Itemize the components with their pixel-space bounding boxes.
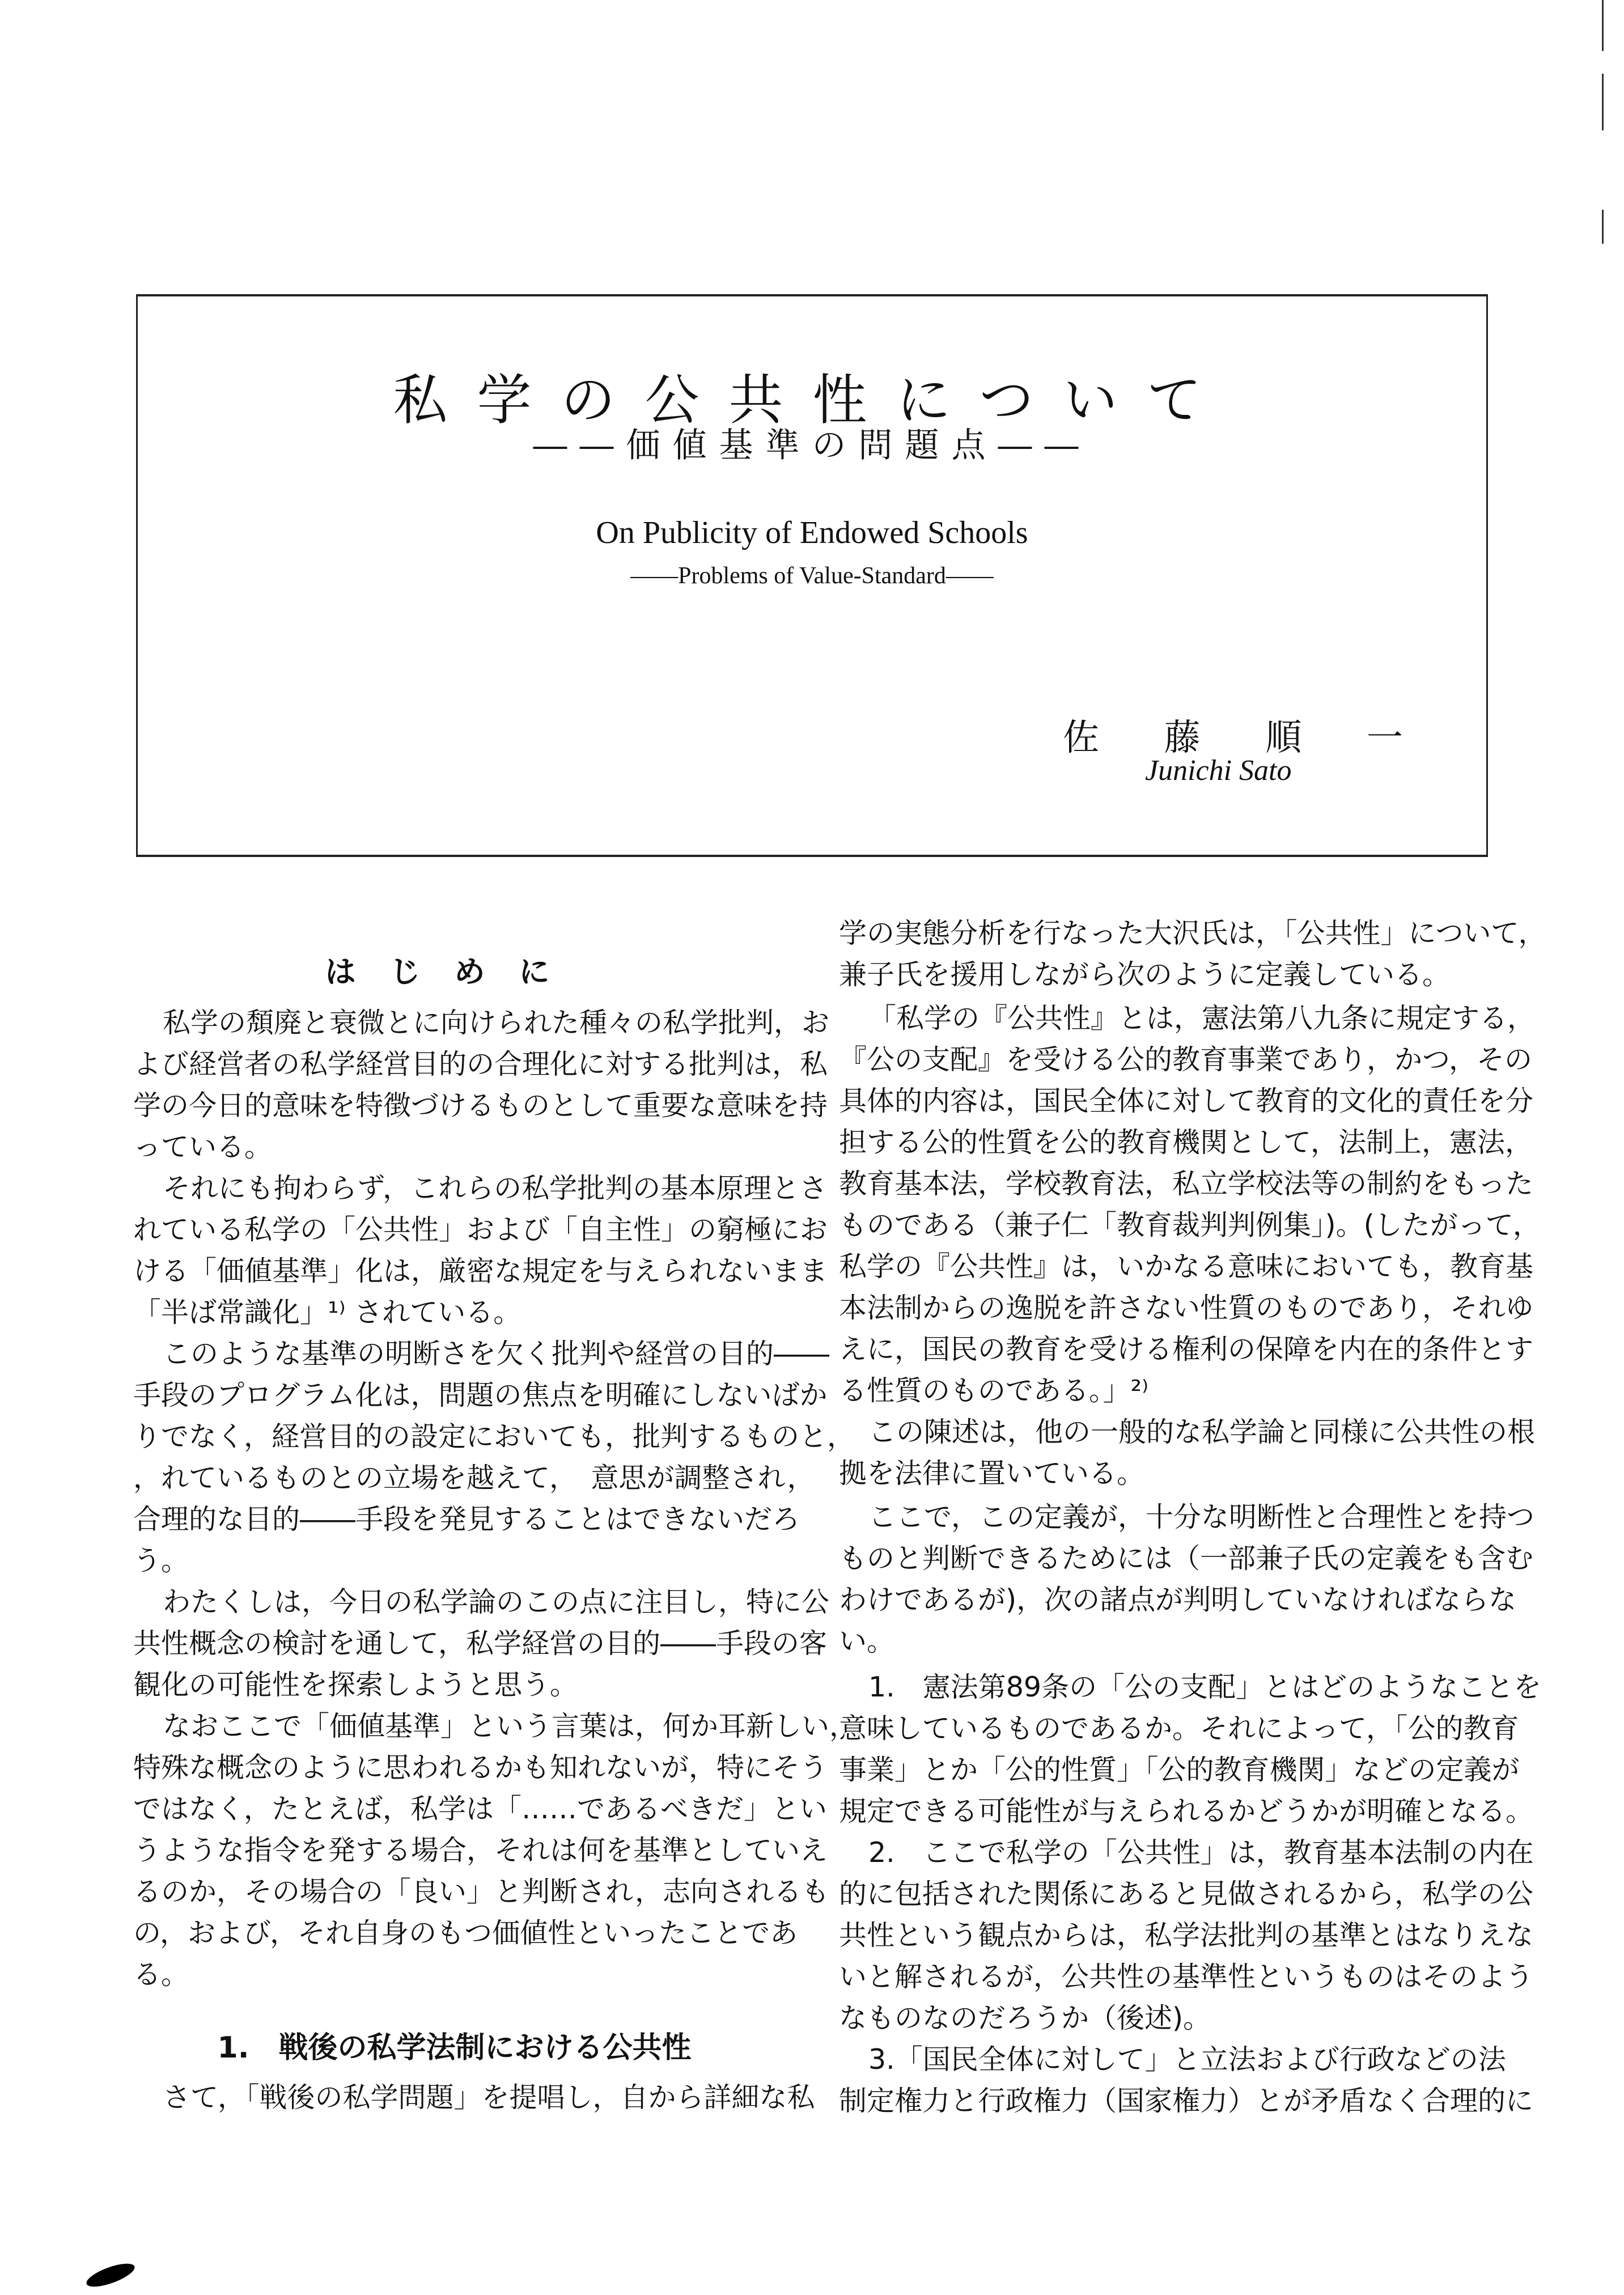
text-line: ではなく，たとえば，私学は「……であるべきだ」とい [133,1793,828,1825]
text-line: 特殊な概念のように思われるかも知れないが，特にそう [133,1751,828,1784]
text-line: なおここで「価値基準」という言葉は，何か耳新しい， [163,1710,858,1742]
text-line: 拠を法律に置いている。 [839,1457,1145,1490]
text-line: 観化の可能性を探索しようと思う。 [133,1669,578,1701]
text-line: ，れているものとの立場を越えて， 意思が調整され， [133,1462,815,1494]
text-line: 的に包括された関係にあると見做されるから，私学の公 [839,1878,1534,1910]
section-1-heading: 1. 戦後の私学法制における公共性 [217,2031,692,2065]
text-line: ものと判断できるためには（一部兼子氏の定義をも含む [839,1542,1534,1575]
text-line: 兼子氏を援用しながら次のように定義している。 [839,958,1451,991]
text-line: 事業」とか「公的性質」「公的教育機関」などの定義が [839,1754,1520,1786]
scan-smudge [84,2259,137,2291]
author-name-en: Junichi Sato [1145,754,1292,787]
text-line: の，および，それ自身のもつ価値性といったことであ [133,1917,798,1949]
text-line: る。 [133,1958,189,1991]
scan-margin-line [1602,210,1604,244]
paper-subtitle-en: ――Problems of Value-Standard―― [630,563,994,589]
text-line: よび経営者の私学経営目的の合理化に対する批判は，私 [133,1048,828,1080]
text-line: 共性概念の検討を通して，私学経営の目的――手段の客 [133,1627,828,1660]
text-line: 1. 憲法第89条の「公の支配」とはどのようなことを [868,1671,1542,1703]
paper-subtitle-ja: ――価値基準の問題点―― [533,426,1091,465]
text-line: 私学の『公共性』は，いかなる意味においても，教育基 [839,1250,1534,1283]
text-line: 合理的な目的――手段を発見することはできないだろ [133,1503,800,1535]
header-bottom-rule [136,855,1488,857]
text-line: 意味しているものであるか。それによって，「公的教育 [839,1712,1519,1745]
text-line: 手段のプログラム化は，問題の焦点を明確にしないばか [133,1379,828,1411]
text-line: なものなのだろうか（後述)。 [839,2002,1211,2034]
text-line: 2. ここで私学の「公共性」は，教育基本法制の内在 [868,1836,1534,1869]
text-line: わけであるが)，次の諸点が判明していなければならな [839,1584,1517,1616]
header-top-rule [136,294,1488,296]
text-line: 共性という観点からは，私学法批判の基準とはなりえな [839,1919,1534,1952]
text-line: れている私学の「公共性」および「自主性」の窮極にお [133,1214,828,1246]
scan-margin-line [1602,74,1604,130]
text-line: 具体的内容は，国民全体に対して教育的文化的責任を分 [839,1085,1534,1117]
text-line: う。 [133,1545,189,1577]
text-line: えに，国民の教育を受ける権利の保障を内在的条件とす [839,1333,1534,1365]
text-line: ここで，この定義が，十分な明断性と合理性とを持つ [868,1501,1535,1533]
text-line: 私学の頽廃と衰微とに向けられた種々の私学批判，お [163,1007,830,1039]
text-line: 『公の支配』を受ける公的教育事業であり，かつ，その [839,1043,1533,1076]
author-char: 一 [1366,717,1403,759]
text-line: 「私学の『公共性』とは，憲法第八九条に規定する， [868,1002,1536,1034]
text-line: 教育基本法，学校教育法，私立学校法等の制約をもった [839,1168,1534,1200]
text-line: さて，「戦後の私学問題」を提唱し，自から詳細な私 [163,2081,815,2114]
text-line: りでなく，経営目的の設定においても，批判するものと， [133,1420,855,1453]
text-line: わたくしは，今日の私学論のこの点に注目し，特に公 [163,1586,830,1618]
text-line: 制定権力と行政権力（国家権力）とが矛盾なく合理的に [839,2085,1534,2117]
text-line: 規定できる可能性が与えられるかどうかが明確となる。 [839,1795,1534,1827]
author-name-ja [1063,709,1403,761]
author-char: 順 [1265,717,1302,759]
intro-heading: はじめに [325,954,584,990]
text-line: それにも拘わらず，これらの私学批判の基本原理とさ [163,1172,828,1204]
text-line: うような指令を発する場合，それは何を基準としていえ [133,1834,828,1866]
text-line: 学の実態分析を行なった大沢氏は，「公共性」について， [839,917,1546,949]
text-line: いと解されるが，公共性の基準性というものはそのよう [839,1961,1534,1993]
text-line: るのか，その場合の「良い」と判断され，志向されるも [133,1876,829,1908]
text-line: 「半ば常識化」¹⁾ されている。 [133,1296,521,1329]
text-line: ける「価値基準」化は，厳密な規定を与えられないまま [133,1255,828,1287]
author-char: 藤 [1164,717,1201,759]
text-line: っている。 [133,1131,273,1163]
text-line: このような基準の明断さを欠く批判や経営の目的―― [163,1338,830,1370]
text-line: この陳述は，他の一般的な私学論と同様に公共性の根 [868,1416,1536,1448]
text-line: 担する公的性質を公的教育機関として，法制上，憲法， [839,1126,1533,1159]
text-line: 学の今日的意味を特徴づけるものとして重要な意味を持 [133,1089,828,1122]
text-line: ものである（兼子仁「教育裁判判例集」)。(したがって， [839,1209,1541,1241]
text-line: い。 [839,1625,895,1657]
author-char: 佐 [1063,717,1099,759]
scan-margin-line [1602,0,1604,51]
paper-title-ja: 私学の公共性について [393,368,1231,432]
text-line: 本法制からの逸脱を許さない性質のものであり，それゆ [839,1292,1534,1324]
text-line: 3.「国民全体に対して」と立法および行政などの法 [868,2043,1506,2076]
text-line: る性質のものである。」²⁾ [839,1375,1149,1407]
paper-title-en: On Publicity of Endowed Schools [596,515,1028,550]
